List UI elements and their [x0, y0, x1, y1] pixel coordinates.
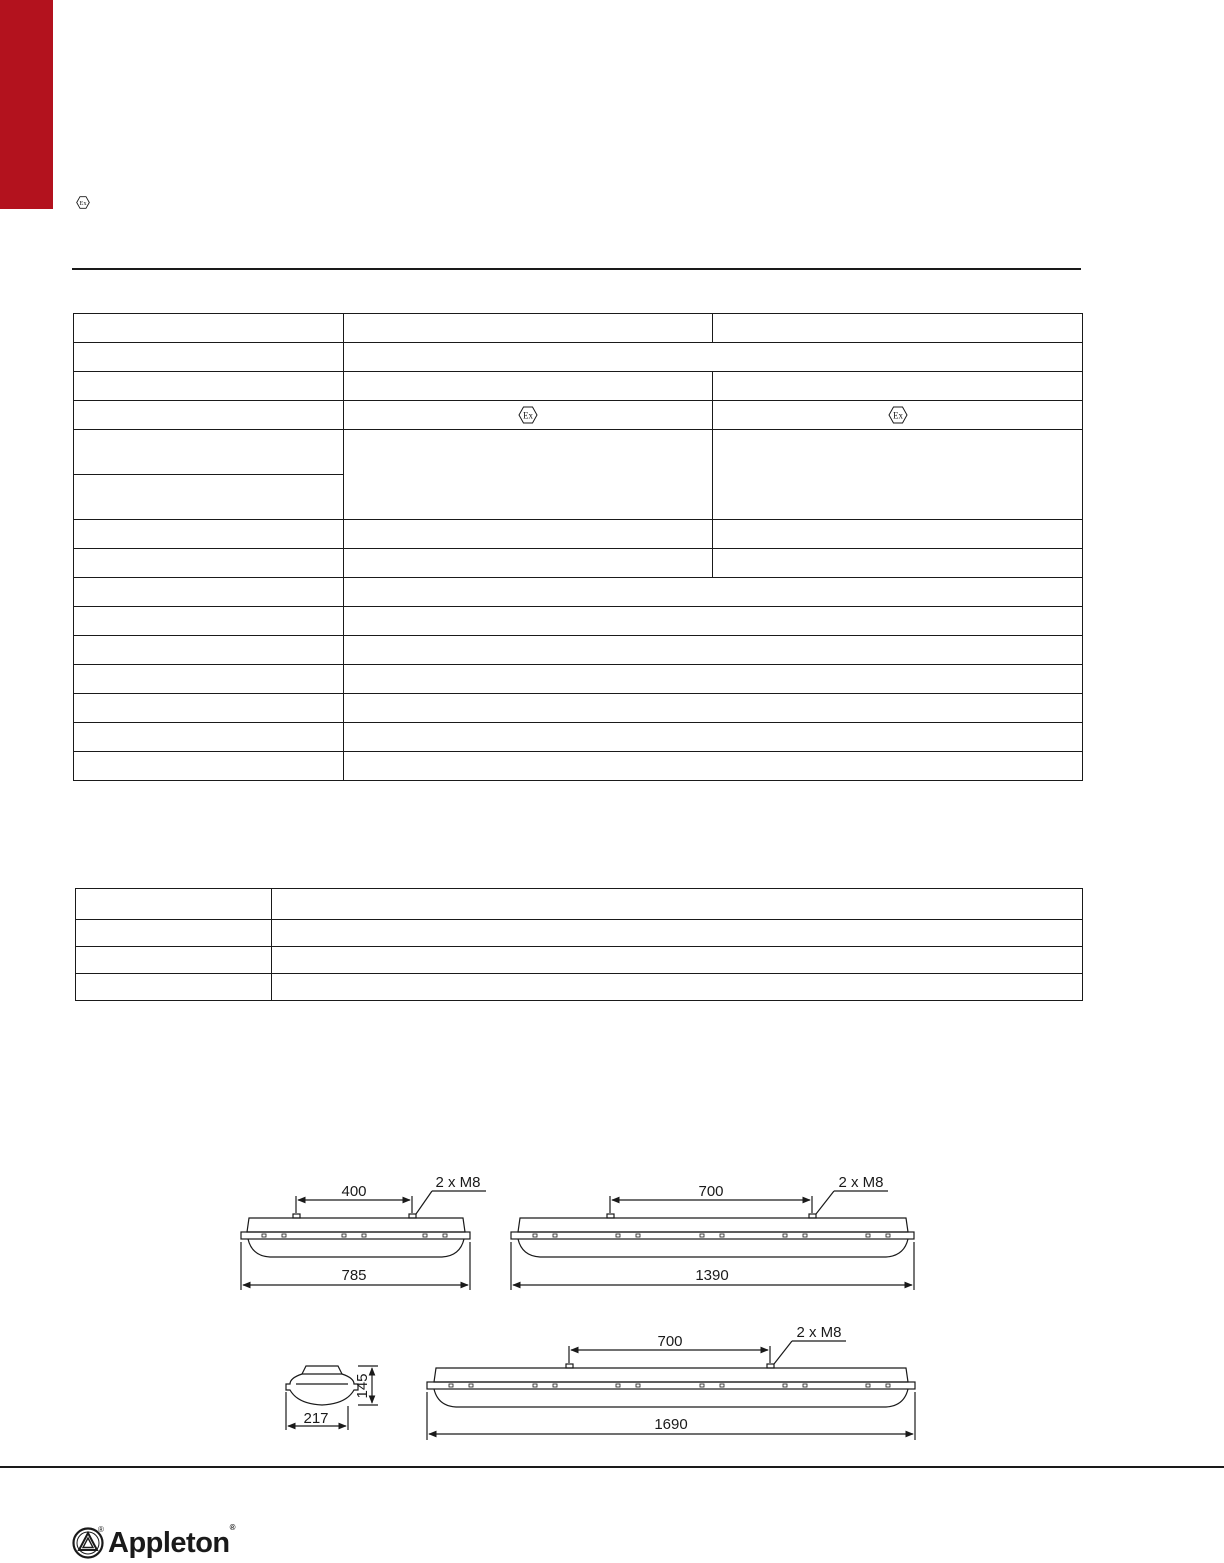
header-rule: [72, 268, 1081, 270]
dim-label: 2 x M8: [796, 1324, 842, 1341]
dim-label: 700: [698, 1183, 724, 1200]
dimension-drawings: [0, 1150, 1224, 1450]
table-cell: [344, 549, 713, 578]
table-cell: [74, 607, 344, 636]
table-cell: [713, 549, 1083, 578]
table-cell: [74, 401, 344, 430]
table-cell: [713, 372, 1083, 401]
svg-text:Ex: Ex: [892, 410, 903, 421]
ex-atex-hexagon-icon: [888, 406, 908, 424]
dim-label: 785: [341, 1267, 367, 1284]
appleton-triangle-logo-icon: [72, 1527, 104, 1559]
table-cell: [74, 752, 344, 781]
ex-atex-hexagon-icon: [76, 196, 90, 209]
svg-text:Ex: Ex: [79, 200, 87, 207]
table-cell: [76, 974, 272, 1001]
table-cell: [74, 549, 344, 578]
table-row: [74, 578, 1083, 607]
table-cell: [74, 578, 344, 607]
table-cell: [344, 665, 1083, 694]
table-cell: [344, 694, 1083, 723]
footer-rule: [0, 1466, 1224, 1468]
table-cell: [713, 520, 1083, 549]
table-cell: [74, 694, 344, 723]
spec-table-main: [73, 313, 1083, 781]
table-row: [74, 636, 1083, 665]
table-row: [74, 752, 1083, 781]
dim-label: 145: [354, 1373, 371, 1399]
table-row: [76, 947, 1083, 974]
table-cell: [344, 520, 713, 549]
table-row: [74, 314, 1083, 343]
table-row: [74, 430, 1083, 475]
spec-table-ordering: [75, 888, 1083, 1001]
appleton-logo: [72, 1522, 236, 1561]
table-row: [76, 974, 1083, 1001]
table-cell: [344, 723, 1083, 752]
table-row: [74, 665, 1083, 694]
dim-label: 700: [657, 1333, 683, 1350]
dim-label: 400: [341, 1183, 367, 1200]
table-row: [76, 920, 1083, 947]
dim-label: 2 x M8: [435, 1174, 481, 1191]
table-cell: [76, 920, 272, 947]
table-cell: [713, 314, 1083, 343]
dim-label: 2 x M8: [838, 1174, 884, 1191]
table-cell: [344, 430, 713, 520]
table-cell: [74, 430, 344, 475]
table-cell: [74, 520, 344, 549]
table-cell: [344, 752, 1083, 781]
table-cell: [344, 372, 713, 401]
dim-label: 1690: [654, 1416, 688, 1433]
table-cell: [74, 343, 344, 372]
table-cell: [344, 636, 1083, 665]
table-cell: [272, 889, 1083, 920]
registered-mark: ®: [98, 1525, 104, 1534]
table-row: [74, 401, 1083, 430]
table-row: [76, 889, 1083, 920]
svg-text:Ex: Ex: [523, 410, 533, 421]
table-row: [74, 343, 1083, 372]
table-cell: [272, 947, 1083, 974]
table-row: [74, 520, 1083, 549]
dim-label: 217: [303, 1410, 329, 1427]
table-cell: [713, 430, 1083, 520]
table-cell: [74, 314, 344, 343]
table-cell: [344, 578, 1083, 607]
table-cell: [76, 889, 272, 920]
ex-atex-hexagon-icon: [518, 406, 538, 424]
table-cell: [74, 665, 344, 694]
table-cell: [74, 475, 344, 520]
dim-label: 1390: [695, 1267, 729, 1284]
table-cell: [272, 920, 1083, 947]
table-cell: [272, 974, 1083, 1001]
table-cell: [74, 636, 344, 665]
table-cell: [713, 401, 1083, 430]
section-color-tab: [0, 0, 53, 209]
brand-name: Appleton®: [108, 1522, 236, 1559]
table-row: [74, 694, 1083, 723]
table-cell: [76, 947, 272, 974]
table-cell: [74, 372, 344, 401]
table-row: [74, 607, 1083, 636]
table-cell: [74, 723, 344, 752]
table-row: [74, 723, 1083, 752]
table-row: [74, 549, 1083, 578]
table-cell: [344, 607, 1083, 636]
table-cell: [344, 314, 713, 343]
table-cell: [344, 401, 713, 430]
table-cell: [344, 343, 1083, 372]
table-row: [74, 372, 1083, 401]
